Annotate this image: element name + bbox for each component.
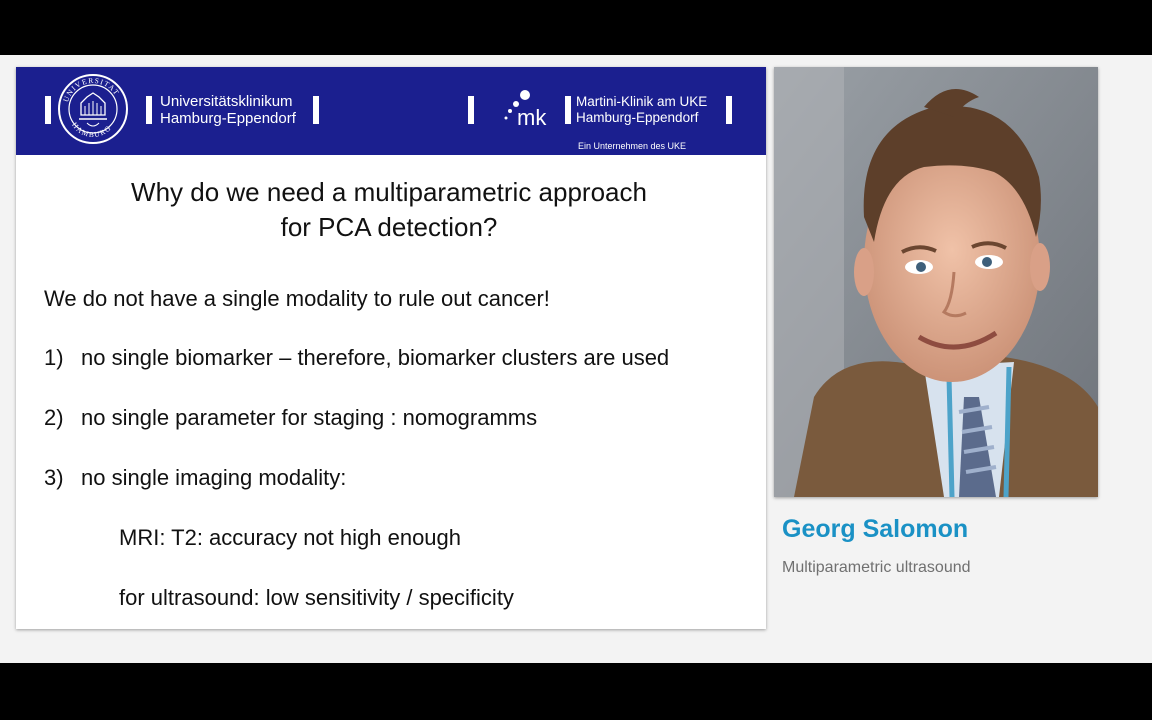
point-text: no single parameter for staging : nomogramms bbox=[81, 405, 538, 430]
svg-text:HAMBURG bbox=[70, 120, 113, 139]
header-divider bbox=[565, 96, 571, 124]
point-number: 1) bbox=[44, 345, 64, 370]
clinic-name bbox=[576, 94, 707, 126]
university-name-line2: Hamburg-Eppendorf bbox=[160, 110, 296, 127]
point-number: 3) bbox=[44, 465, 64, 490]
slide-point bbox=[44, 465, 346, 491]
header-divider bbox=[468, 96, 474, 124]
university-name bbox=[160, 93, 296, 127]
clinic-subtitle: Ein Unternehmen des UKE bbox=[578, 141, 687, 151]
presentation-slide bbox=[16, 67, 766, 629]
slide-point bbox=[44, 345, 669, 371]
header-divider bbox=[726, 96, 732, 124]
seal-text-bottom: HAMBURG bbox=[70, 120, 114, 140]
university-name-line1: Universitätsklinikum bbox=[160, 93, 293, 110]
header-divider bbox=[45, 96, 51, 124]
speaker-topic: Multiparametric ultrasound bbox=[782, 559, 971, 576]
clinic-name-line1: Martini-Klinik am UKE bbox=[576, 94, 708, 109]
point-text: no single imaging modality: bbox=[81, 465, 347, 490]
point-number: 2) bbox=[44, 405, 64, 430]
slide-sub-point: MRI: T2: accuracy not high enough bbox=[119, 525, 462, 550]
seal-text-top: UNIVERSITAT bbox=[61, 75, 122, 104]
slide-title-line2: for PCA detection? bbox=[280, 212, 498, 242]
martini-klinik-logo bbox=[488, 87, 558, 131]
clinic-name-line2: Hamburg-Eppendorf bbox=[576, 110, 699, 125]
point-text: no single biomarker – therefore, biomarker clusters are used bbox=[81, 345, 670, 370]
slide-intro: We do not have a single modality to rule out cancer! bbox=[44, 286, 550, 311]
slide-title bbox=[16, 175, 762, 245]
speaker-photo bbox=[774, 67, 1098, 497]
mk-logo-text: mk bbox=[517, 105, 547, 130]
university-seal-logo bbox=[57, 73, 129, 145]
header-divider bbox=[313, 96, 319, 124]
header-divider bbox=[146, 96, 152, 124]
player-stage bbox=[0, 55, 1152, 663]
slide-header bbox=[16, 67, 766, 155]
slide-title-line1: Why do we need a multiparametric approach bbox=[131, 177, 647, 207]
speaker-name: Georg Salomon bbox=[782, 515, 969, 543]
slide-point bbox=[44, 405, 537, 431]
slide-sub-point: for ultrasound: low sensitivity / specificity bbox=[119, 585, 514, 610]
